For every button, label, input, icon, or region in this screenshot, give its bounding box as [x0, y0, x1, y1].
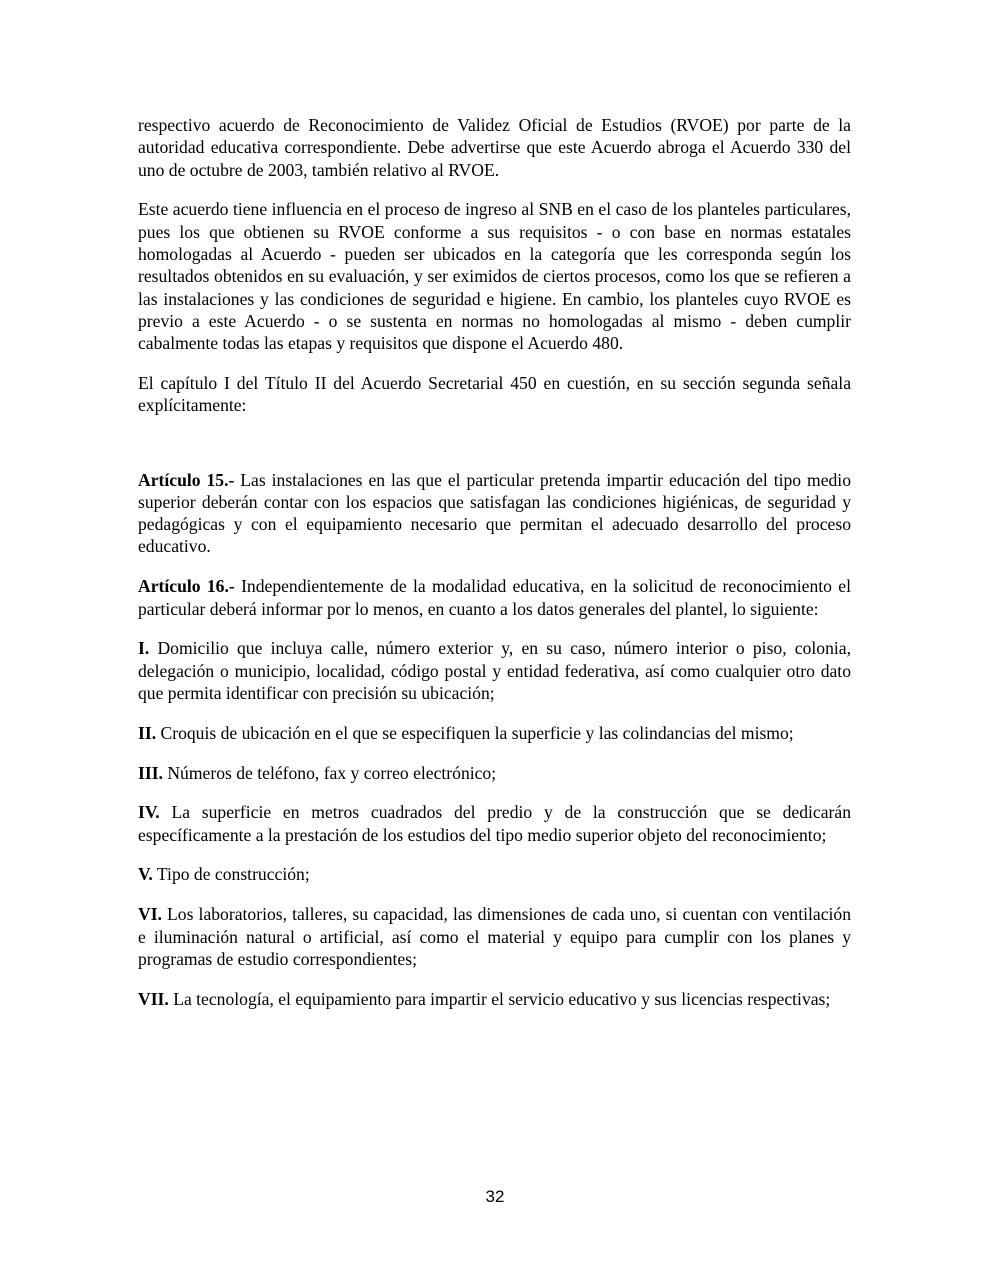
list-item-text: Los laboratorios, talleres, su capacidad, las dimensiones de cada uno, si cuentan con ventilación e iluminación natural o artificial, así como el material y equipo para cumplir con los planes y programas de estudio correspondientes;	[138, 904, 851, 969]
list-item-vii	[138, 988, 851, 1010]
article-15	[138, 469, 851, 558]
article-16-text: Independientemente de la modalidad educativa, en la solicitud de reconocimiento el particular deberá informar por lo menos, en cuanto a los datos generales del plantel, lo siguiente:	[138, 576, 852, 619]
page-body	[138, 114, 851, 1027]
list-item-ii	[138, 722, 851, 744]
list-item-text: Domicilio que incluya calle, número exterior y, en su caso, número interior o piso, colonia, delegación o municipio, localidad, código postal y entidad federativa, así como cualquier otro dato que permita identificar con precisión su ubicación;	[138, 638, 851, 703]
list-item-text: Números de teléfono, fax y correo electrónico;	[162, 762, 497, 783]
intro-paragraph-2: Este acuerdo tiene influencia en el proceso de ingreso al SNB en el caso de los planteles particulares, pues los que obtienen su RVOE conforme a sus requisitos - o con base en normas estatales homologadas al Acuerdo - pueden ser ubicados en la categoría que les corresponda según los resultados obtenidos en su evaluación, y ser eximidos de ciertos procesos, como los que se refieren a las instalaciones y las condiciones de seguridad e higiene. En cambio, los planteles cuyo RVOE es previo a este Acuerdo - o se sustenta en normas no homologadas al mismo - deben cumplir cabalmente todas las etapas y requisitos que dispone el Acuerdo 480.	[138, 199, 851, 354]
list-item-numeral: III.	[138, 762, 163, 783]
list-item-numeral: VI.	[138, 904, 162, 925]
intro-paragraph-3: El capítulo I del Título II del Acuerdo Secretarial 450 en cuestión, en su sección segunda señala explícitamente:	[138, 372, 851, 416]
list-item-i	[138, 637, 851, 704]
article-16-label: Artículo 16.-	[138, 576, 235, 597]
intro-paragraph-1: respectivo acuerdo de Reconocimiento de Validez Oficial de Estudios (RVOE) por parte de la autoridad educativa correspondiente. Debe advertirse que este Acuerdo abroga el Acuerdo 330 del uno de octubre de 2003, también relativo al RVOE.	[138, 115, 851, 180]
list-item-v	[138, 863, 851, 885]
list-item-numeral: V.	[138, 864, 153, 885]
article-16	[138, 575, 851, 620]
list-item-text: Croquis de ubicación en el que se especifiquen la superficie y las colindancias del mismo;	[156, 722, 794, 743]
article-15-text: Las instalaciones en las que el particular pretenda impartir educación del tipo medio superior deberán contar con los espacios que satisfagan las condiciones higiénicas, de seguridad y pedagógicas y con el equipamiento necesario que permitan el adecuado desarrollo del proceso educativo.	[138, 469, 851, 557]
list-item-numeral: I.	[138, 638, 150, 659]
list-item-numeral: VII.	[138, 988, 169, 1009]
list-item-text: La tecnología, el equipamiento para impartir el servicio educativo y sus licencias respectivas;	[168, 988, 831, 1009]
list-item-numeral: II.	[138, 722, 157, 743]
list-item-text: La superficie en metros cuadrados del predio y de la construcción que se dedicarán específicamente a la prestación de los estudios del tipo medio superior objeto del reconocimiento;	[138, 802, 851, 845]
article-15-label: Artículo 15.-	[138, 469, 235, 490]
list-item-text: Tipo de construcción;	[152, 864, 310, 885]
page-number: 32	[485, 1187, 505, 1206]
list-item-iv	[138, 801, 851, 846]
list-item-iii	[138, 762, 851, 784]
list-item-numeral: IV.	[138, 802, 160, 823]
list-item-vi	[138, 903, 851, 970]
